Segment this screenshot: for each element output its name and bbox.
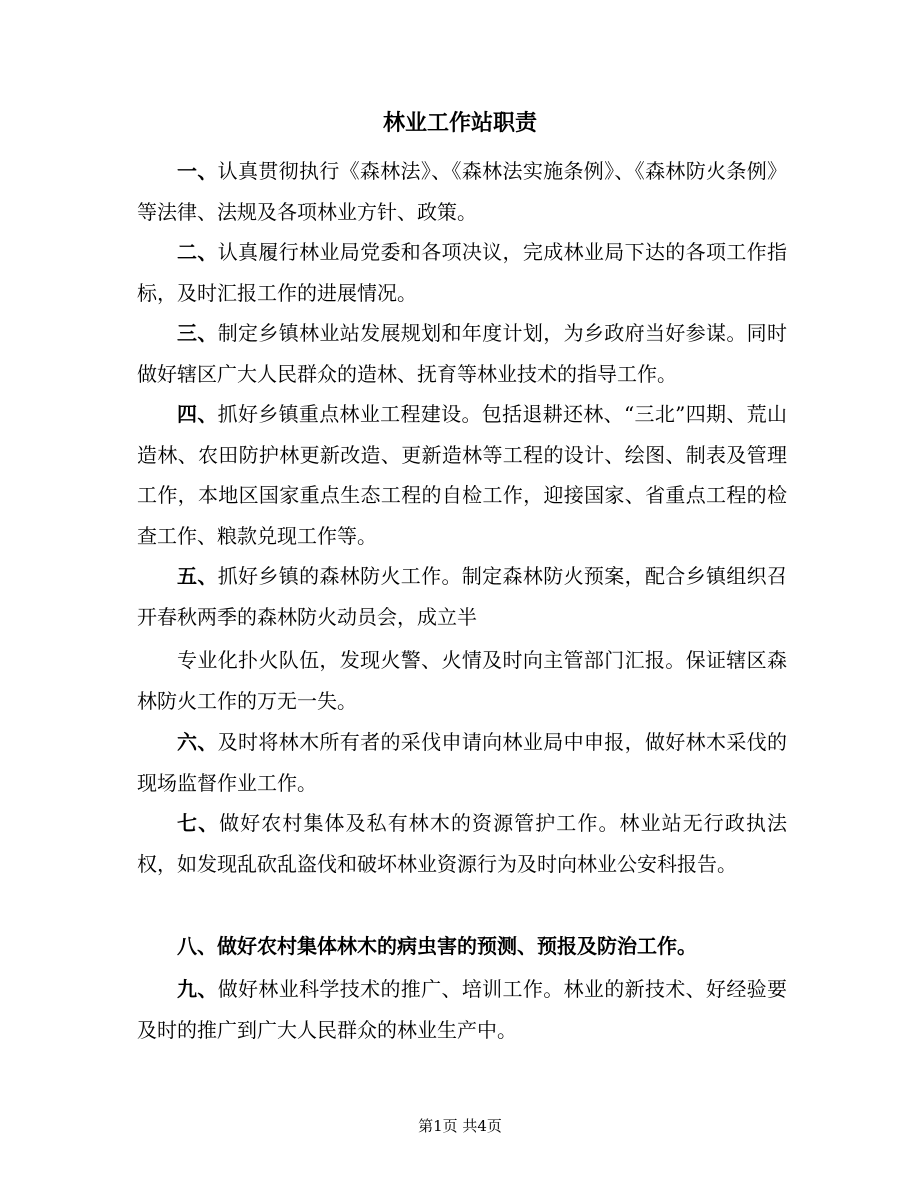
item-number: 五、 bbox=[177, 564, 218, 588]
duty-item-8 bbox=[137, 926, 787, 967]
item-number: 四、 bbox=[177, 402, 218, 426]
item-text: 认真履行林业局党委和各项决议，完成林业局下达的各项工作指标，及时汇报工作的进展情况。 bbox=[137, 240, 788, 305]
item-number: 二、 bbox=[177, 240, 218, 264]
page-title: 林业工作站职责 bbox=[382, 110, 537, 136]
item-text: 制定乡镇林业站发展规划和年度计划，为乡政府当好参谋。同时做好辖区广大人民群众的造林、抚育等林业技术的指导工作。 bbox=[137, 321, 788, 386]
item-number: 三、 bbox=[177, 321, 218, 345]
duty-item-5-continued bbox=[137, 640, 787, 721]
page-number-footer: 第1页 共4页 bbox=[418, 1117, 502, 1135]
item-text: 抓好乡镇的森林防火工作。制定森林防火预案，配合乡镇组织召开春秋两季的森林防火动员会，成立半 bbox=[137, 564, 788, 629]
duty-item-7 bbox=[137, 803, 787, 884]
duty-item-4 bbox=[137, 394, 787, 556]
item-number: 七、 bbox=[177, 811, 220, 835]
item-text: 及时将林木所有者的采伐申请向林业局中申报，做好林木采伐的现场监督作业工作。 bbox=[137, 730, 788, 795]
duty-item-2 bbox=[137, 232, 787, 313]
item-text: 八、做好农村集体林木的病虫害的预测、预报及防治工作。 bbox=[177, 934, 697, 958]
duty-item-6 bbox=[137, 722, 787, 803]
item-number: 九、 bbox=[177, 977, 218, 1001]
item-number: 一、 bbox=[177, 159, 218, 183]
item-text: 认真贯彻执行《森林法》、《森林法实施条例》、《森林防火条例》等法律、法规及各项林业方针、政策。 bbox=[137, 159, 788, 224]
item-number: 六、 bbox=[177, 730, 218, 754]
duty-item-9 bbox=[137, 969, 787, 1050]
item-text: 专业化扑火队伍，发现火警、火情及时向主管部门汇报。保证辖区森林防火工作的万无一失。 bbox=[137, 648, 787, 713]
item-text: 抓好乡镇重点林业工程建设。包括退耕还林、“三北”四期、荒山造林、农田防护林更新改造、更新造林等工程的设计、绘图、制表及管理工作，本地区国家重点生态工程的自检工作，迎接国家、省重点工程的检查工作、粮款兑现工作等。 bbox=[137, 402, 787, 548]
item-text: 做好农村集体及私有林木的资源管护工作。林业站无行政执法权，如发现乱砍乱盗伐和破坏林业资源行为及时向林业公安科报告。 bbox=[137, 811, 788, 876]
item-text: 做好林业科学技术的推广、培训工作。林业的新技术、好经验要及时的推广到广大人民群众的林业生产中。 bbox=[137, 977, 788, 1042]
duty-item-5 bbox=[137, 556, 787, 637]
duty-item-1 bbox=[137, 151, 787, 232]
duty-item-3 bbox=[137, 313, 787, 394]
